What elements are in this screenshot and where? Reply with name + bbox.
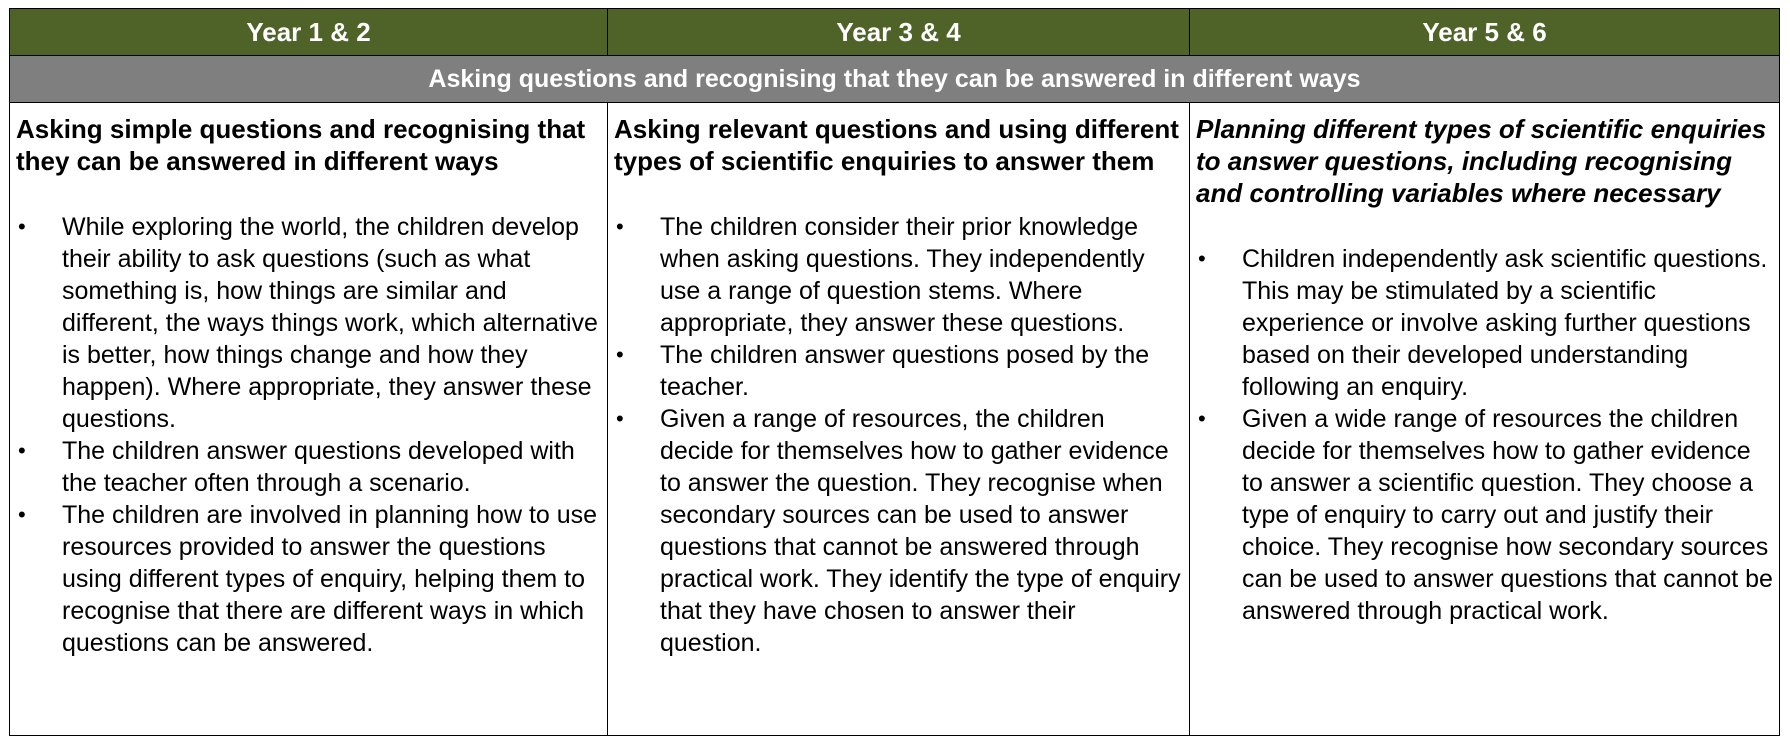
curriculum-table — [9, 8, 1780, 736]
bullet-icon: • — [1198, 406, 1206, 431]
list-item — [16, 435, 601, 499]
list-item-text: The children answer questions developed with the teacher often through a scenario. — [62, 437, 575, 497]
list-item-text: Children independently ask scientific questions. This may be stimulated by a scientific experience or involve asking further questions based on their developed understanding following an enquiry. — [1242, 245, 1768, 401]
column-year-5-6 — [1190, 103, 1780, 736]
column-title: Asking relevant questions and using different types of scientific enquiries to answer them — [614, 114, 1179, 176]
bullet-icon: • — [1198, 246, 1206, 271]
list-item-text: Given a range of resources, the children decide for themselves how to gather evidence to answer the question. They recognise when secondary sources can be used to answer questions that cannot be answered through practical work. They identify the type of enquiry that they have chosen to answer their question. — [660, 405, 1181, 657]
column-title: Asking simple questions and recognising that they can be answered in different ways — [16, 114, 586, 176]
list-item — [1196, 243, 1773, 403]
list-item-text: The children consider their prior knowledge when asking questions. They independently use a range of question stems. Where appropriate, they answer these questions. — [660, 213, 1145, 337]
list-item — [16, 211, 601, 435]
list-item — [614, 403, 1183, 659]
bullet-icon: • — [616, 342, 624, 367]
content-row — [10, 103, 1780, 736]
header-year-1-2: Year 1 & 2 — [10, 9, 608, 56]
bullet-icon: • — [18, 502, 26, 527]
bullet-list — [16, 211, 601, 659]
banner-row — [10, 56, 1780, 103]
bullet-list — [614, 211, 1183, 659]
list-item-text: The children answer questions posed by the teacher. — [660, 341, 1150, 401]
list-item — [1196, 403, 1773, 627]
bullet-list — [1196, 243, 1773, 627]
list-item-text: The children are involved in planning how to use resources provided to answer the questions using different types of enquiry, helping them to recognise that there are different ways in which questions can be answered. — [62, 501, 598, 657]
list-item — [16, 499, 601, 659]
column-title: Planning different types of scientific enquiries to answer questions, including recognising and controlling variables where necessary — [1196, 114, 1767, 208]
bullet-icon: • — [616, 406, 624, 431]
header-year-3-4: Year 3 & 4 — [608, 9, 1190, 56]
bullet-icon: • — [18, 438, 26, 463]
list-item — [614, 211, 1183, 339]
bullet-icon: • — [616, 214, 624, 239]
list-item — [614, 339, 1183, 403]
section-banner: Asking questions and recognising that they can be answered in different ways — [10, 56, 1780, 103]
year-header-row — [10, 9, 1780, 56]
list-item-text: Given a wide range of resources the children decide for themselves how to gather evidence to answer a scientific question. They choose a type of enquiry to carry out and justify their choice. They recognise how secondary sources can be used to answer questions that cannot be answered through practical work. — [1242, 405, 1773, 625]
column-year-1-2 — [10, 103, 608, 736]
bullet-icon: • — [18, 214, 26, 239]
list-item-text: While exploring the world, the children develop their ability to ask questions (such as what something is, how things are similar and different, the ways things work, which alternative is better, how things change and how they happen). Where appropriate, they answer these questions. — [62, 213, 598, 433]
column-year-3-4 — [608, 103, 1190, 736]
header-year-5-6: Year 5 & 6 — [1190, 9, 1780, 56]
